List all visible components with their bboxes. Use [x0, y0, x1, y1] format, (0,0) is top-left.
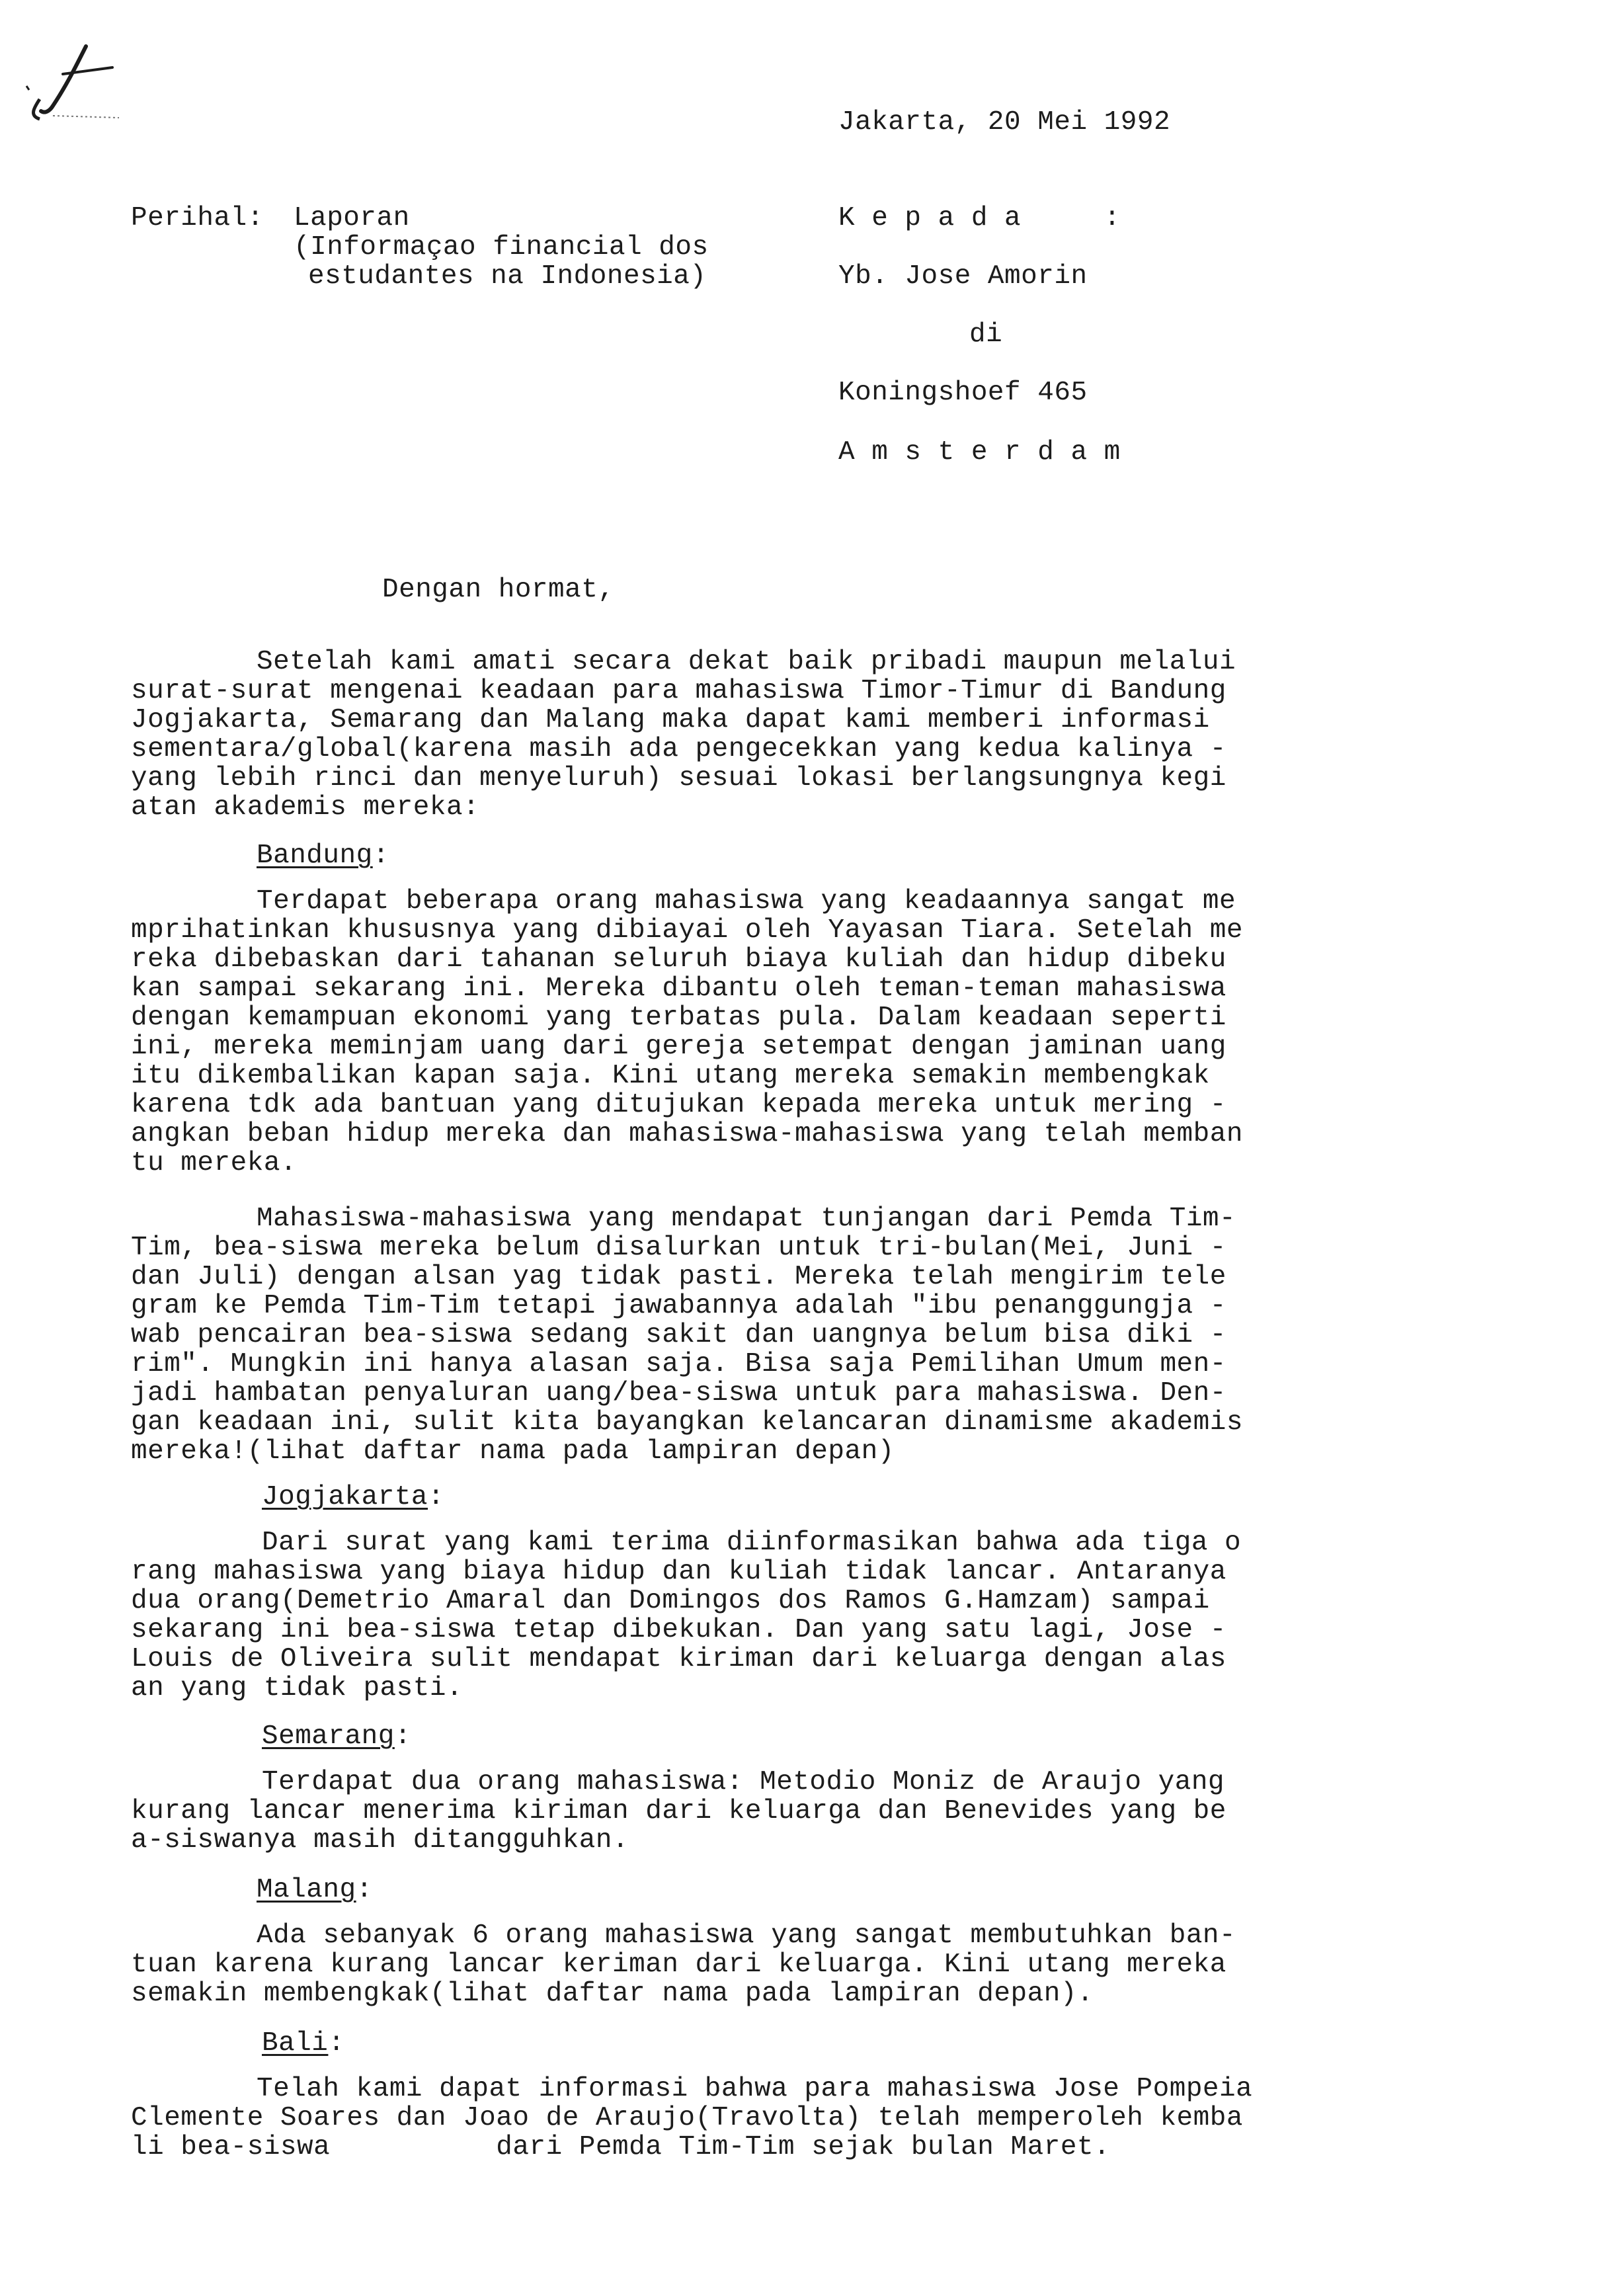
jogjakarta-line: Louis de Oliveira sulit mendapat kiriman dari keluarga dengan alas: [131, 1644, 1226, 1674]
semarang-line: kurang lancar menerima kiriman dari keluarga dan Benevides yang be: [131, 1796, 1226, 1826]
section-heading-malang: Malang:: [257, 1875, 373, 1905]
recipient-address: Koningshoef 465: [838, 378, 1088, 408]
recipient-city: A m s t e r d a m: [838, 437, 1121, 468]
jogjakarta-line: sekarang ini bea-siswa tetap dibekukan. Dan yang satu lagi, Jose -: [131, 1615, 1226, 1645]
jogjakarta-line: rang mahasiswa yang biaya hidup dan kuliah tidak lancar. Antaranya: [131, 1557, 1226, 1587]
bandung-line: Terdapat beberapa orang mahasiswa yang keadaannya sangat me: [257, 886, 1236, 917]
bandung-line: gan keadaan ini, sulit kita bayangkan kelancaran dinamisme akademis: [131, 1407, 1243, 1438]
jogjakarta-line: an yang tidak pasti.: [131, 1673, 463, 1703]
intro-line: surat-surat mengenai keadaan para mahasiswa Timor-Timur di Bandung: [131, 676, 1226, 706]
section-heading-bandung: Bandung:: [257, 840, 389, 871]
bandung-line: dan Juli) dengan alsan yag tidak pasti. Mereka telah mengirim tele: [131, 1262, 1226, 1292]
salutation: Dengan hormat,: [382, 575, 615, 605]
subject-title: Laporan: [294, 203, 410, 233]
malang-line: semakin membengkak(lihat daftar nama pada lampiran depan).: [131, 1979, 1094, 2009]
recipient-name: Yb. Jose Amorin: [838, 261, 1088, 292]
place-date: Jakarta, 20 Mei 1992: [838, 107, 1171, 138]
section-heading-semarang: Semarang:: [262, 1721, 411, 1752]
bandung-line: rim". Mungkin ini hanya alasan saja. Bisa saja Pemilihan Umum men-: [131, 1349, 1226, 1379]
intro-line: sementara/global(karena masih ada pengecekkan yang kedua kalinya -: [131, 734, 1226, 764]
handwritten-mark: [13, 26, 132, 132]
recipient-di: di: [969, 319, 1003, 350]
intro-line: yang lebih rinci dan menyeluruh) sesuai lokasi berlangsungnya kegi: [131, 763, 1226, 794]
bandung-line: mprihatinkan khususnya yang dibiayai oleh Yayasan Tiara. Setelah me: [131, 915, 1243, 946]
bandung-line: itu dikembalikan kapan saja. Kini utang mereka semakin membengkak: [131, 1061, 1210, 1091]
jogjakarta-line: Dari surat yang kami terima diinformasikan bahwa ada tiga o: [262, 1528, 1242, 1558]
bandung-line: Tim, bea-siswa mereka belum disalurkan untuk tri-bulan(Mei, Juni -: [131, 1233, 1226, 1263]
bandung-line: wab pencairan bea-siswa sedang sakit dan uangnya belum bisa diki -: [131, 1320, 1226, 1350]
semarang-line: Terdapat dua orang mahasiswa: Metodio Moniz de Araujo yang: [262, 1767, 1225, 1797]
subject-line-2: (Informaçao financial dos: [294, 232, 709, 263]
section-heading-jogjakarta: Jogjakarta:: [262, 1482, 445, 1512]
semarang-line: a-siswanya masih ditangguhkan.: [131, 1825, 629, 1856]
bali-line: Clemente Soares dan Joao de Araujo(Travolta) telah memperoleh kemba: [131, 2103, 1243, 2133]
section-heading-bali: Bali:: [262, 2028, 345, 2059]
bandung-line: tu mereka.: [131, 1148, 298, 1178]
bandung-line: mereka!(lihat daftar nama pada lampiran depan): [131, 1436, 895, 1467]
bandung-line: kan sampai sekarang ini. Mereka dibantu oleh teman-teman mahasiswa: [131, 973, 1226, 1004]
bandung-line: angkan beban hidup mereka dan mahasiswa-mahasiswa yang telah memban: [131, 1119, 1243, 1149]
bandung-line: ini, mereka meminjam uang dari gereja setempat dengan jaminan uang: [131, 1032, 1226, 1062]
malang-line: tuan karena kurang lancar keriman dari keluarga. Kini utang mereka: [131, 1949, 1226, 1980]
bali-line: li bea-siswa dari Pemda Tim-Tim sejak bulan Maret.: [131, 2132, 1111, 2162]
bandung-line: reka dibebaskan dari tahanan seluruh biaya kuliah dan hidup dibeku: [131, 944, 1226, 975]
bandung-line: karena tdk ada bantuan yang ditujukan kepada mereka untuk mering -: [131, 1090, 1226, 1120]
bandung-line: jadi hambatan penyaluran uang/bea-siswa untuk para mahasiswa. Den-: [131, 1378, 1226, 1409]
bandung-line: gram ke Pemda Tim-Tim tetapi jawabannya adalah "ibu penanggungja -: [131, 1291, 1226, 1321]
intro-line: Jogjakarta, Semarang dan Malang maka dapat kami memberi informasi: [131, 705, 1210, 735]
intro-line: Setelah kami amati secara dekat baik pribadi maupun melalui: [257, 647, 1236, 677]
subject-line-3: estudantes na Indonesia): [308, 261, 707, 292]
bandung-line: Mahasiswa-mahasiswa yang mendapat tunjangan dari Pemda Tim-: [257, 1204, 1236, 1234]
bandung-line: dengan kemampuan ekonomi yang terbatas pula. Dalam keadaan seperti: [131, 1003, 1226, 1033]
subject-label: Perihal:: [131, 203, 264, 233]
bali-line: Telah kami dapat informasi bahwa para mahasiswa Jose Pompeia: [257, 2074, 1253, 2104]
malang-line: Ada sebanyak 6 orang mahasiswa yang sangat membutuhkan ban-: [257, 1920, 1236, 1951]
recipient-kepada: K e p a d a :: [838, 203, 1121, 233]
intro-line: atan akademis mereka:: [131, 792, 480, 823]
jogjakarta-line: dua orang(Demetrio Amaral dan Domingos dos Ramos G.Hamzam) sampai: [131, 1586, 1210, 1616]
